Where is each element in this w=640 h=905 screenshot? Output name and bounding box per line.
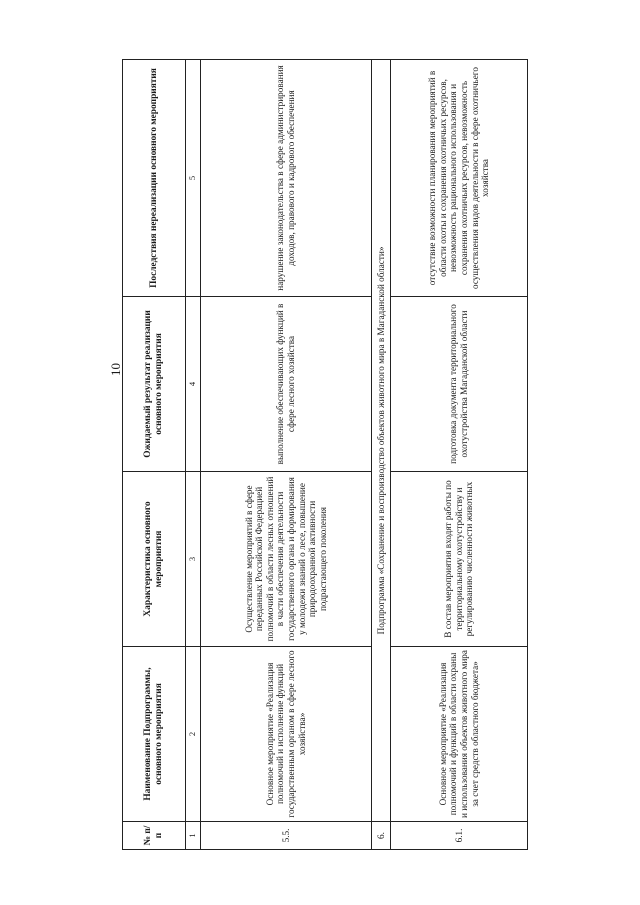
measures-table <box>122 59 528 850</box>
row-name: Основное мероприятие «Реализация полномочий и функций в области охраны и использования объектов животного мира за счет средств областного бюджета» <box>391 647 528 822</box>
row-consequences: отсутствие возможности планирования мероприятий в области охоты и сохранения охотничьих ресурсов, невозможность рационального использования и сохранения охотничьих ресурсов, невозможность осуществления видов деятельности в сфере охотничьего хозяйства <box>391 60 528 297</box>
table-row <box>391 60 528 850</box>
column-number: 2 <box>186 647 201 822</box>
row-num: 5.5. <box>201 822 372 850</box>
header-num: № п/п <box>123 822 186 850</box>
row-name: Основное мероприятие «Реализация полномочий и исполнение функций государственным органом в сфере лесного хозяйства» <box>201 647 372 822</box>
row-num: 6.1. <box>391 822 528 850</box>
subprogram-num: 6. <box>372 822 391 850</box>
row-characteristic: В состав мероприятия входят работы по территориальному охотустройству и регулированию численности животных <box>391 472 528 647</box>
row-characteristic: Осуществление мероприятий в сфере переданных Российской Федерацией полномочий в области лесных отношений в части обеспечения деятельности государственного органа и формирования у молодежи знаний о лесе, повышение природоохранной активности подрастающего поколения <box>201 472 372 647</box>
column-number: 3 <box>186 472 201 647</box>
table-header-row <box>123 60 186 850</box>
subprogram-title: Подпрограмма «Сохранение и воспроизводство объектов животного мира в Магаданской области» <box>372 60 391 822</box>
column-number: 5 <box>186 60 201 297</box>
table-row <box>201 60 372 850</box>
subprogram-row <box>372 60 391 850</box>
header-characteristic: Характеристика основного мероприятия <box>123 472 186 647</box>
column-numbers-row <box>186 60 201 850</box>
column-number: 4 <box>186 297 201 472</box>
row-result: выполнение обеспечивающих функций в сфере лесного хозяйства <box>201 297 372 472</box>
row-result: подготовка документа территориального охотустройства Магаданской области <box>391 297 528 472</box>
header-consequences: Последствия нереализации основного мероприятия <box>123 60 186 297</box>
header-result: Ожидаемый результат реализации основного мероприятия <box>123 297 186 472</box>
header-name: Наименование Подпрограммы, основного мероприятия <box>123 647 186 822</box>
column-number: 1 <box>186 822 201 850</box>
row-consequences: нарушение законодательства в сфере администрирования доходов, правового и кадрового обеспечения <box>201 60 372 297</box>
page-number: 10 <box>108 363 123 376</box>
rotated-table-container <box>122 60 505 850</box>
